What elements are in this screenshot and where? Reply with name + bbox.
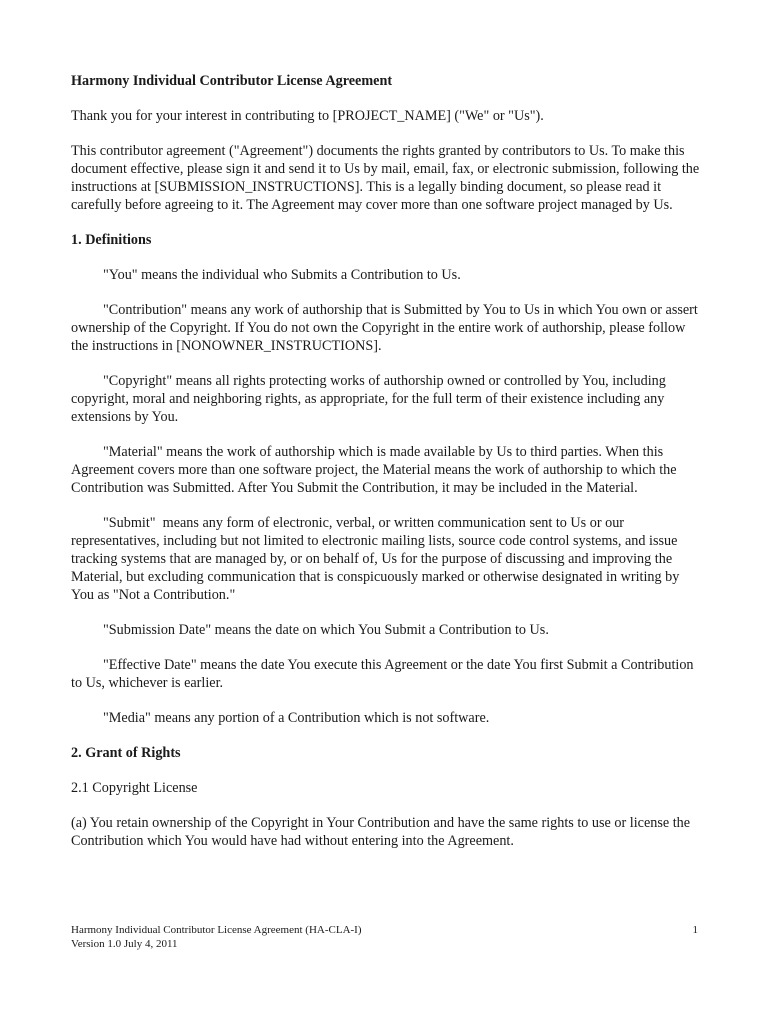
document-title: Harmony Individual Contributor License Agreement (71, 73, 393, 89)
intro-paragraph: Thank you for your interest in contributing to [PROJECT_NAME] ("We" or "Us"). (71, 108, 544, 124)
definition-submit: "Submit" means any form of electronic, verbal, or written communication sent to Us or our representatives, including but not limited to electronic mailing lists, source code control systems, and issue tracking systems that are managed by, or on behalf of, Us for the purpose of discussing and improving the Material, but excluding communication that is conspicuously marked or otherwise designated in writing by You as "Not a Contribution." (71, 515, 683, 603)
definition-you: "You" means the individual who Submits a Contribution to Us. (103, 267, 461, 283)
agreement-paragraph: This contributor agreement ("Agreement") documents the rights granted by contributors to Us. To make this document effective, please sign it and send it to Us by mail, email, fax, or electronic submission, following the instructions at [SUBMISSION_INSTRUCTIONS]. This is a legally binding document, so please read it carefully before agreeing to it. The Agreement may cover more than one software project managed by Us. (71, 143, 700, 213)
page-number: 1 (692, 924, 698, 936)
document-body (71, 72, 703, 867)
section-heading-grant-of-rights: 2. Grant of Rights (71, 745, 181, 761)
definition-copyright: "Copyright" means all rights protecting works of authorship owned or controlled by You, including copyright, moral and neighboring rights, as appropriate, for the full term of their existence including any extensions by You. (71, 373, 666, 425)
section-heading-definitions: 1. Definitions (71, 232, 152, 248)
footer-version: Version 1.0 July 4, 2011 (71, 938, 178, 950)
footer-document-title: Harmony Individual Contributor License Agreement (HA-CLA-I) (71, 924, 362, 936)
definition-media: "Media" means any portion of a Contribution which is not software. (103, 710, 490, 726)
subsection-copyright-license: 2.1 Copyright License (71, 780, 198, 796)
clause-a: (a) You retain ownership of the Copyright in Your Contribution and have the same rights to use or license the Contribution which You would have had without entering into the Agreement. (71, 815, 691, 849)
definition-contribution: "Contribution" means any work of authorship that is Submitted by You to Us in which You own or assert ownership of the Copyright. If You do not own the Copyright in the entire work of authorship, please follow the instructions in [NONOWNER_INSTRUCTIONS]. (71, 302, 698, 354)
definition-material: "Material" means the work of authorship which is made available by Us to third parties. When this Agreement covers more than one software project, the Material means the work of authorship to which the Contribution was Submitted. After You Submit the Contribution, it may be included in the Material. (71, 444, 677, 496)
definition-effective-date: "Effective Date" means the date You execute this Agreement or the date You first Submit a Contribution to Us, whichever is earlier. (71, 657, 694, 691)
definition-submission-date: "Submission Date" means the date on which You Submit a Contribution to Us. (103, 622, 549, 638)
page-footer (71, 923, 703, 951)
